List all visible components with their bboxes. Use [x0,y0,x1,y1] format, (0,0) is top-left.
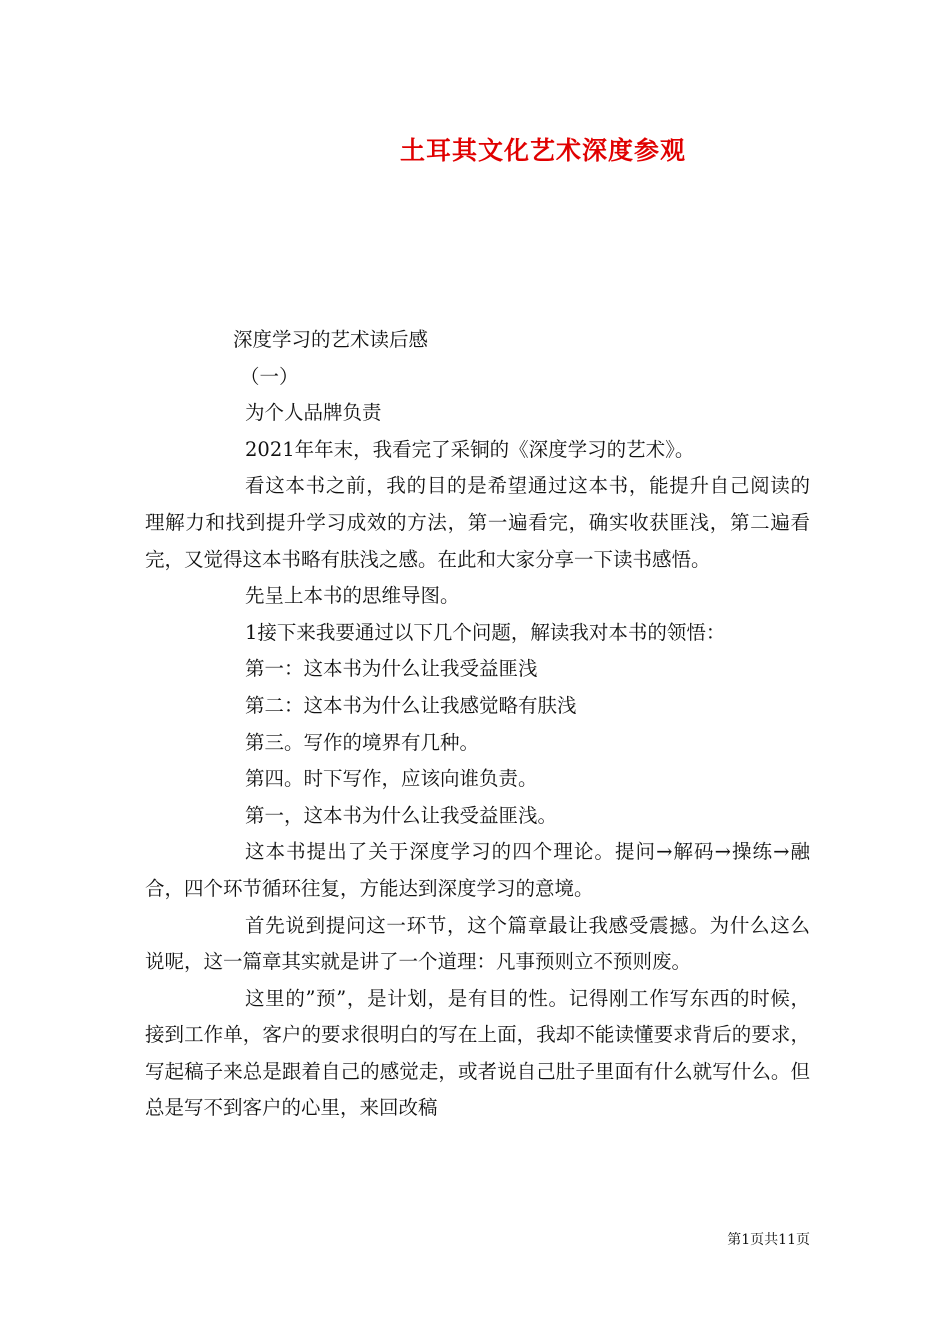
paragraph-section-number: （一） [240,364,299,388]
document-body [145,322,810,1127]
paragraph-question: 第三。写作的境界有几种。 [245,730,480,754]
page-footer: 第1页共11页 [727,1232,810,1248]
paragraph: 2021年年末，我看完了采铜的《深度学习的艺术》。 [245,437,695,461]
paragraph: 看这本书之前，我的目的是希望通过这本书，能提升自己阅读的理解力和找到提升学习成效的方法，第一遍看完，确实收获匪浅，第二遍看完，又觉得这本书略有肤浅之感。在此和大家分享一下读书感悟。 [145,474,810,571]
paragraph-question: 第一：这本书为什么让我受益匪浅 [245,657,538,681]
document-title: 土耳其文化艺术深度参观 [400,136,687,165]
paragraph: 第一，这本书为什么让我受益匪浅。 [245,803,558,827]
paragraph-heading: 深度学习的艺术读后感 [233,328,429,351]
paragraph: 先呈上本书的思维导图。 [245,584,460,608]
paragraph: 1接下来我要通过以下几个问题，解读我对本书的领悟： [245,620,726,644]
paragraph-subtitle: 为个人品牌负责 [245,401,382,425]
paragraph-question: 第二：这本书为什么让我感觉略有肤浅 [245,693,577,717]
paragraph: 这本书提出了关于深度学习的四个理论。提问→解码→操练→融合，四个环节循环往复，方能达到深度学习的意境。 [145,840,810,900]
paragraph: 这里的”预”，是计划，是有目的性。记得刚工作写东西的时候，接到工作单，客户的要求很明白的写在上面，我却不能读懂要求背后的要求，写起稿子来总是跟着自己的感觉走，或者说自己肚子里面有什么就写什么。但总是写不到客户的心里，来回改稿 [145,986,810,1120]
paragraph: 首先说到提问这一环节，这个篇章最让我感受震撼。为什么这么说呢，这一篇章其实就是讲了一个道理：凡事预则立不预则废。 [145,913,810,974]
paragraph-question: 第四。时下写作，应该向谁负责。 [245,767,538,791]
